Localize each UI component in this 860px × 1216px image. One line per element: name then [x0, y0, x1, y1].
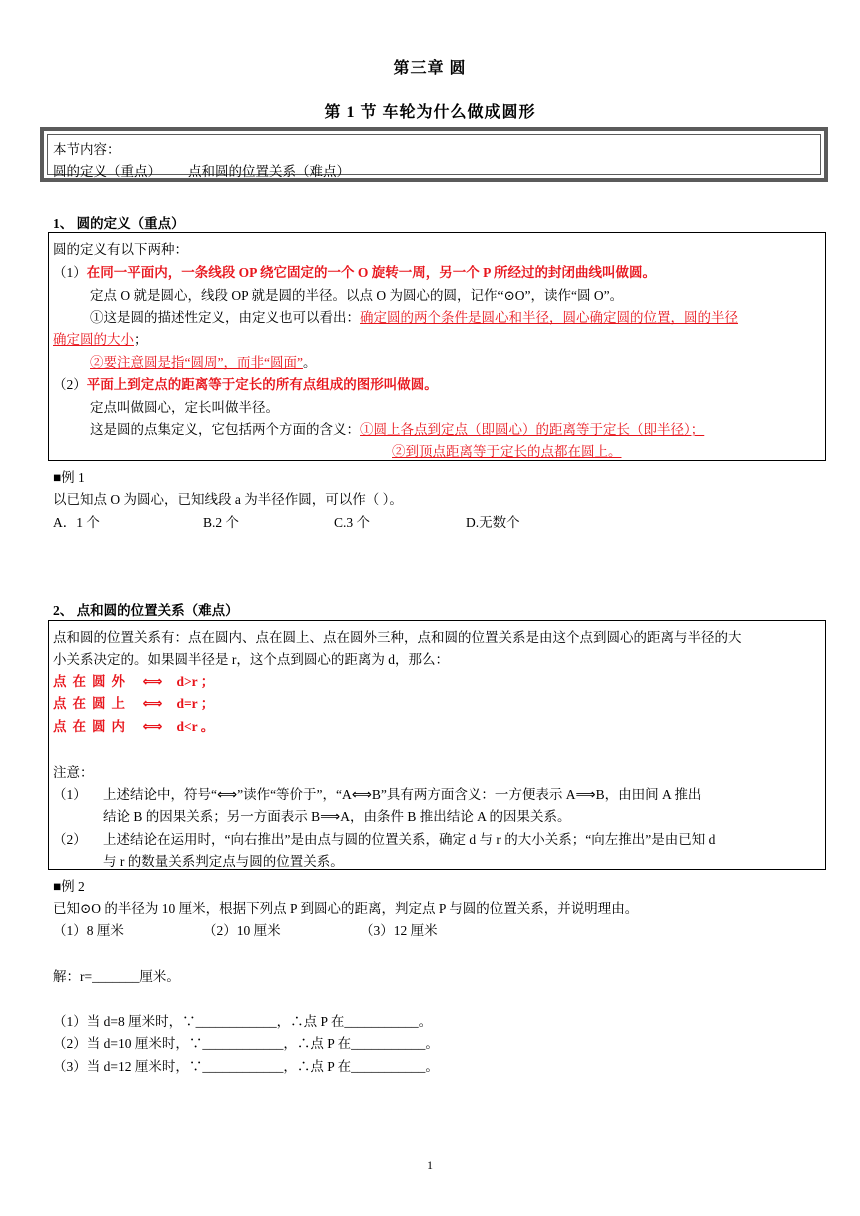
relation-inside-value: d<r 。	[176, 719, 215, 734]
part1-intro: 圆的定义有以下两种：	[53, 242, 188, 257]
remark1-red-b: 确定圆的大小	[53, 332, 134, 347]
def2-meaning-prefix: 这是圆的点集定义，它包括两个方面的含义：	[90, 422, 360, 437]
note1-num: （1）	[53, 787, 87, 802]
relation-on-value: d=r ；	[176, 696, 215, 711]
equiv-icon: ⟺	[142, 674, 163, 690]
part1-heading: 1、 圆的定义（重点）	[53, 216, 185, 231]
remark1-end: ；	[134, 332, 148, 347]
def1-text: 在同一平面内，一条线段 OP 绕它固定的一个 O 旋转一周，另一个 P 所经过的封闭曲线叫做圆。	[86, 265, 657, 280]
equiv-icon: ⟺	[142, 696, 163, 712]
relation-inside	[53, 715, 214, 735]
part1-def1	[53, 261, 656, 281]
part2-heading: 2、 点和圆的位置关系（难点）	[53, 603, 239, 618]
equiv-icon: ⟺	[217, 787, 238, 803]
summary-topics: 圆的定义（重点） 点和圆的位置关系（难点）	[53, 164, 350, 179]
relation-outside	[53, 670, 214, 690]
example1-option-d: D.无数个	[466, 515, 520, 530]
example2-option-3: （3）12 厘米	[360, 923, 438, 938]
example2-solution: 解：r=_______厘米。	[53, 969, 180, 984]
remark2	[90, 351, 316, 371]
example2-question: 已知⊙O 的半径为 10 厘米，根据下列点 P 到圆心的距离，判定点 P 与圆的位置关系，并说明理由。	[53, 901, 639, 916]
note-label: 注意：	[53, 765, 94, 780]
example2-answer-1: （1）当 d=8 厘米时，∵____________，∴点 P 在___________。	[53, 1014, 433, 1029]
summary-label: 本节内容：	[53, 142, 121, 157]
chapter-title: 第三章 圆	[393, 60, 467, 77]
example2-answer-3: （3）当 d=12 厘米时，∵____________，∴点 P 在___________。	[53, 1059, 439, 1074]
note2-line2: 与 r 的数量关系判定点与圆的位置关系。	[103, 854, 344, 869]
example1-question: 以已知点 O 为圆心，已知线段 a 为半径作圆，可以作（ ）。	[53, 492, 403, 507]
example1-option-b: B.2 个	[203, 515, 240, 530]
remark1-line1	[90, 306, 738, 326]
relation-outside-value: d>r ；	[176, 674, 215, 689]
note2-line1: 上述结论在运用时，“向右推出”是由点与圆的位置关系，确定 d 与 r 的大小关系；“向左推出”是由已知 d	[103, 832, 716, 847]
def2-note: 定点叫做圆心，定长叫做半径。	[90, 400, 279, 415]
remark2-red: 要注意圆是指“圆周”，而非“圆面”	[103, 355, 303, 370]
part2-intro-a: 点和圆的位置关系有：点在圆内、点在圆上、点在圆外三种，点和圆的位置关系是由这个点到圆心的距离与半径的大	[53, 630, 742, 645]
example1-option-c: C.3 个	[334, 515, 371, 530]
def2-meaning-line1	[90, 418, 704, 438]
equiv-icon: ⟺	[142, 719, 163, 735]
note1-line2: 结论 B 的因果关系；另一方面表示 B⟹A，由条件 B 推出结论 A 的因果关系。	[103, 809, 571, 825]
def2-meaning2: ②到顶点距离等于定长的点都在圆上。	[392, 444, 622, 459]
def2-num: （2）	[53, 377, 87, 392]
remark1-line2	[53, 328, 148, 348]
example1-option-a: A．1 个	[53, 515, 100, 530]
implies-icon: ⟹	[575, 787, 596, 803]
note1-line1: 上述结论中，符号“⟺”读作“等价于”，“A⟺B”具有两方面含义：一方便表示 A⟹B，由田间 A 推出	[103, 787, 702, 803]
example2-option-2: （2）10 厘米	[203, 923, 281, 938]
equiv-icon: ⟺	[351, 787, 372, 803]
example1-label: ■例 1	[53, 470, 85, 485]
part1-def2	[53, 373, 438, 393]
relation-inside-label: 点在圆内	[53, 719, 131, 734]
def2-meaning1: ①圆上各点到定点（即圆心）的距离等于定长（即半径）；	[360, 422, 705, 437]
relation-on-label: 点在圆上	[53, 696, 131, 711]
note2-num: （2）	[53, 832, 87, 847]
remark1-red-a: 确定圆的两个条件是圆心和半径，圆心确定圆的位置，圆的半径	[360, 310, 738, 325]
example2-option-1: （1）8 厘米	[53, 923, 124, 938]
def1-note: 定点 O 就是圆心，线段 OP 就是圆的半径。以点 O 为圆心的圆，记作“⊙O”，读作“圆 O”。	[90, 288, 624, 303]
part2-intro-b: 小关系决定的。如果圆半径是 r，这个点到圆心的距离为 d，那么：	[53, 652, 449, 667]
remark2-prefix: ②	[90, 355, 104, 370]
page-number: 1	[427, 1158, 433, 1172]
example2-answer-2: （2）当 d=10 厘米时，∵____________，∴点 P 在___________。	[53, 1036, 439, 1051]
def2-text: 平面上到定点的距离等于定长的所有点组成的图形叫做圆。	[86, 377, 438, 392]
section-title: 第 1 节 车轮为什么做成圆形	[324, 104, 536, 121]
relation-on	[53, 692, 214, 712]
def1-num: （1）	[53, 265, 87, 280]
remark2-end: 。	[302, 355, 317, 370]
example2-label: ■例 2	[53, 879, 85, 894]
relation-outside-label: 点在圆外	[53, 674, 131, 689]
implies-icon: ⟹	[320, 809, 341, 825]
remark1-prefix: ①这是圆的描述性定义，由定义也可以看出：	[90, 310, 360, 325]
